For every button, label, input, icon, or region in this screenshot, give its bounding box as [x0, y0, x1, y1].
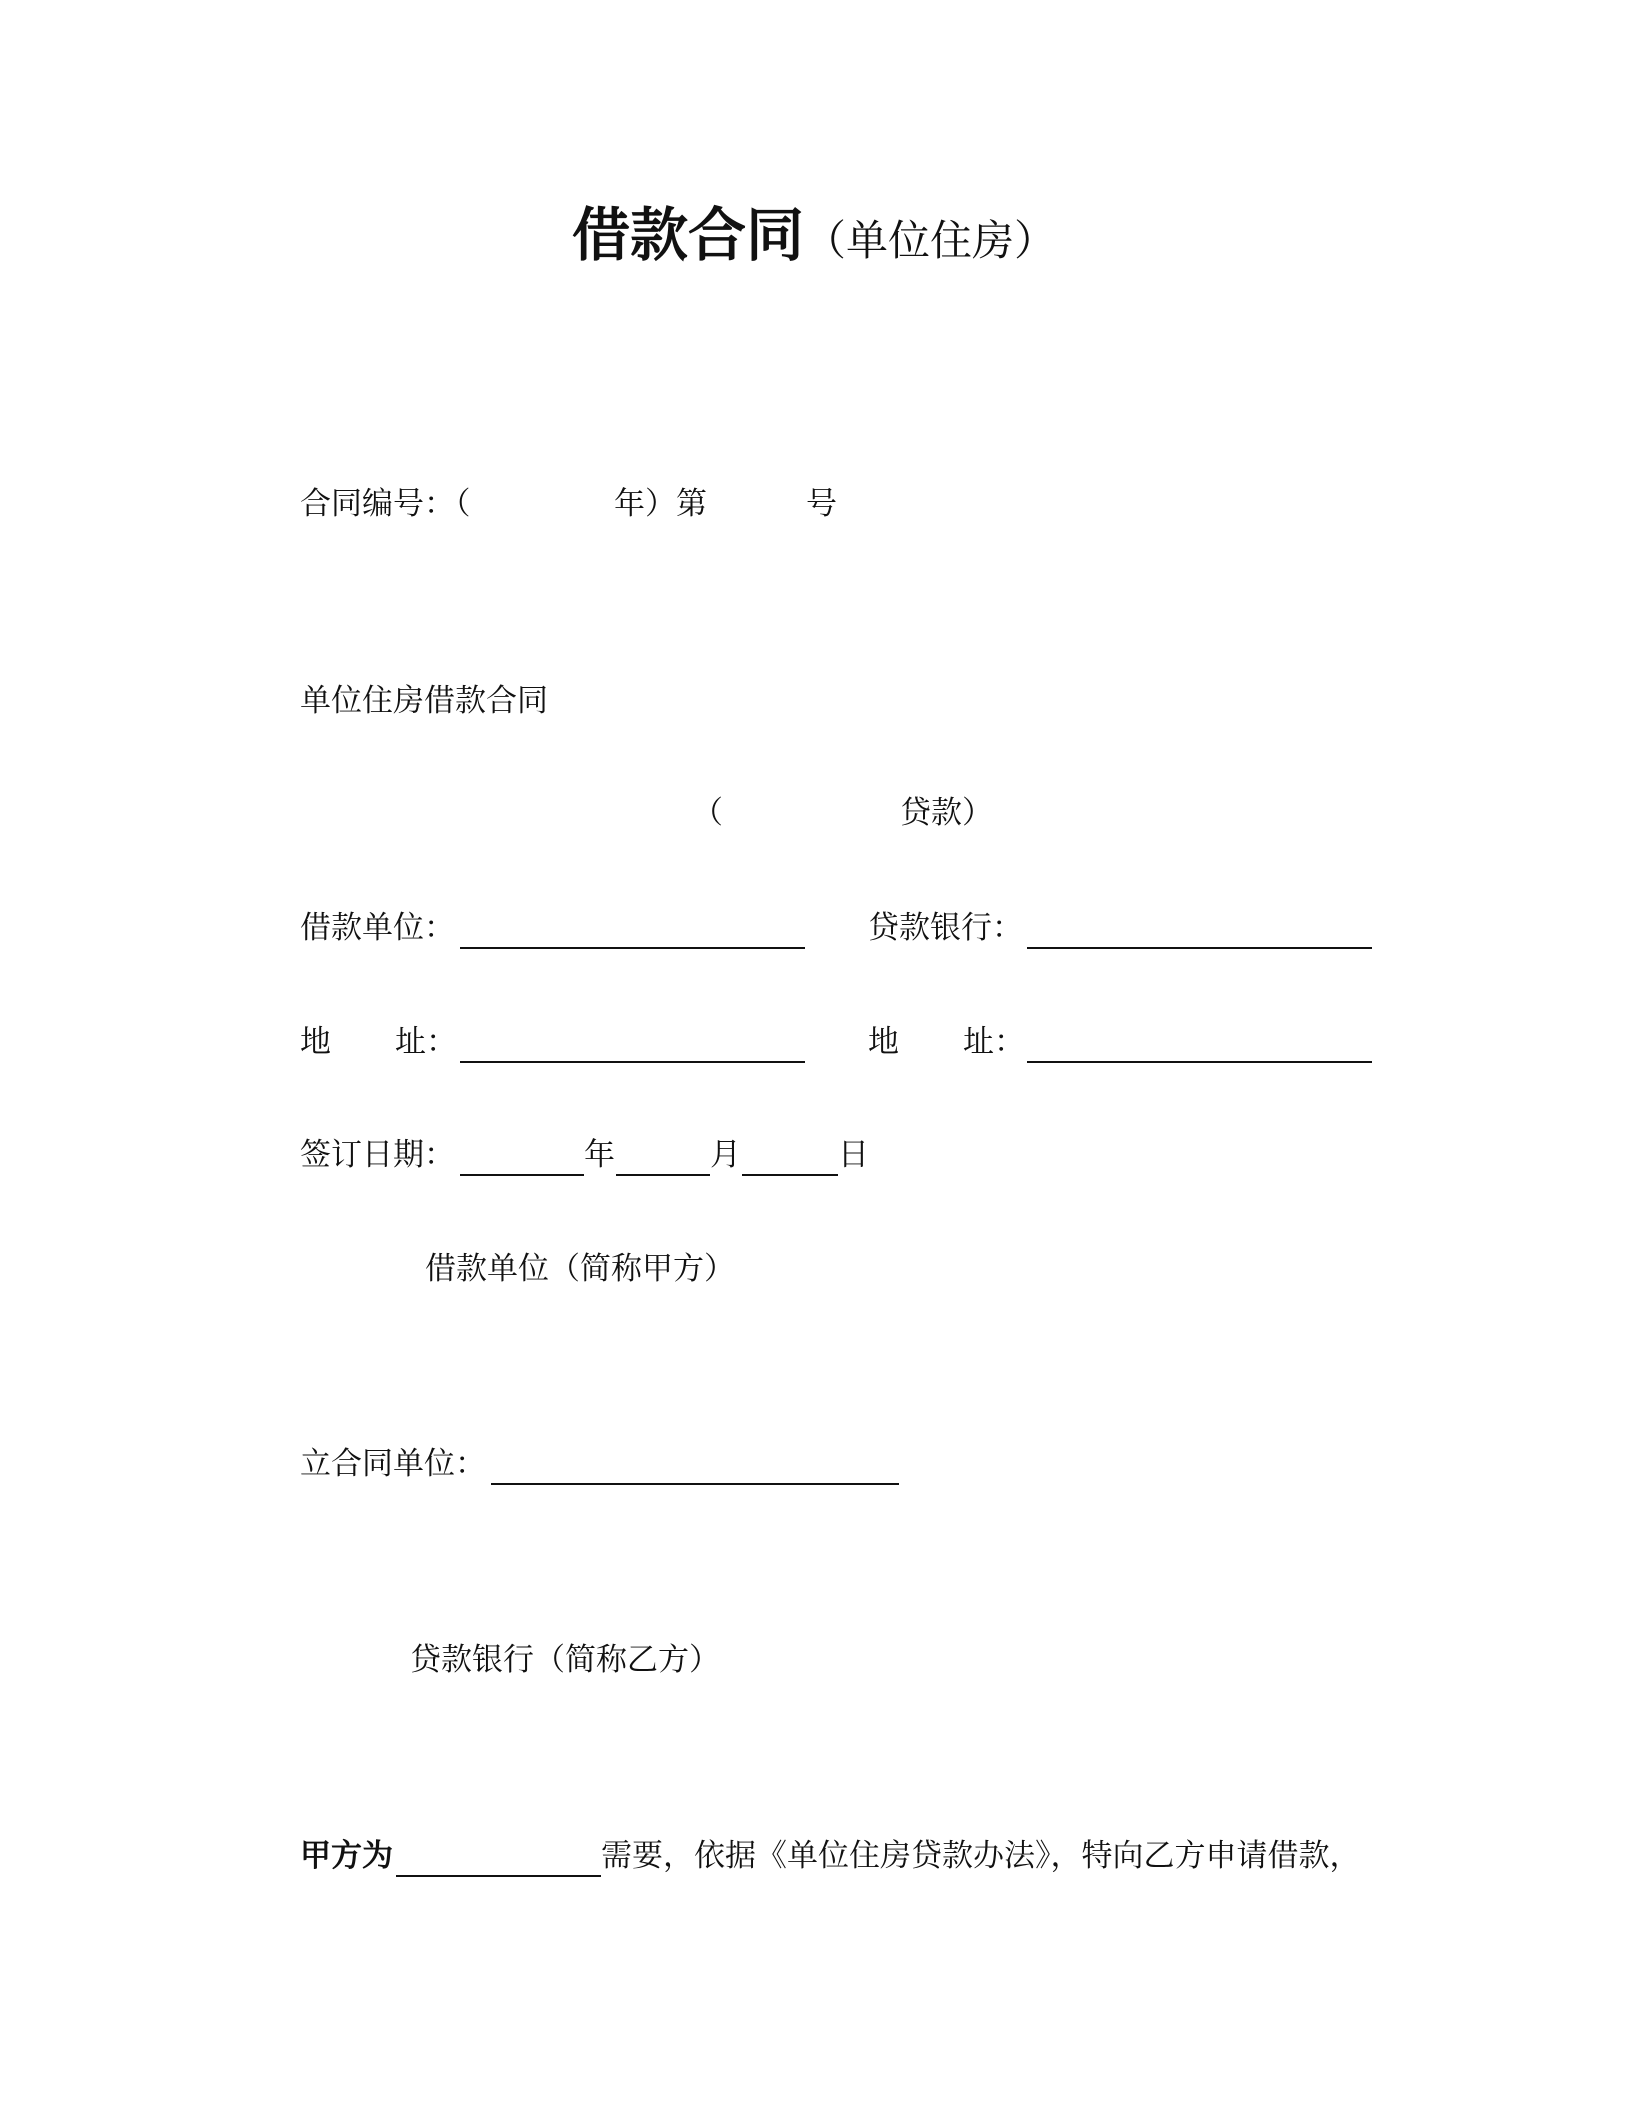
- document-title: [572, 200, 1056, 276]
- doc-heading: 单位住房借款合同: [300, 683, 548, 719]
- lender-address-label-right: 址：: [963, 1024, 1025, 1060]
- lender-bank-field[interactable]: [1027, 947, 1372, 949]
- borrower-address-field[interactable]: [460, 1061, 805, 1063]
- title-sub: （单位住房）: [804, 216, 1057, 265]
- contract-unit-label: 立合同单位：: [300, 1446, 486, 1482]
- sign-date-day: 日: [838, 1137, 869, 1173]
- loan-type-open: （: [692, 795, 723, 831]
- party-a-heading: 借款单位（简称甲方）: [425, 1251, 735, 1287]
- party-b-heading: 贷款银行（简称乙方）: [410, 1642, 720, 1678]
- borrower-unit-field[interactable]: [460, 947, 805, 949]
- sign-date-year-field[interactable]: [460, 1174, 584, 1176]
- lender-address-label-left: 地: [868, 1024, 899, 1060]
- body-text-suffix: 需要，依据《单位住房贷款办法》，特向乙方申请借款，: [601, 1838, 1361, 1874]
- sign-date-label: 签订日期：: [300, 1137, 455, 1173]
- lender-bank-label: 贷款银行：: [868, 910, 1023, 946]
- borrower-address-label-right: 址：: [395, 1024, 457, 1060]
- sign-date-day-field[interactable]: [742, 1174, 838, 1176]
- contract-number-label: 合同编号：（: [300, 486, 471, 522]
- sign-date-month-field[interactable]: [616, 1174, 710, 1176]
- loan-type-close: 贷款）: [900, 795, 993, 831]
- sign-date-month: 月: [710, 1137, 741, 1173]
- contract-unit-field[interactable]: [491, 1483, 899, 1485]
- title-main: 借款合同: [572, 201, 805, 269]
- lender-address-field[interactable]: [1027, 1061, 1372, 1063]
- body-text-prefix: 甲方为: [300, 1838, 393, 1874]
- borrower-address-label-left: 地: [300, 1024, 331, 1060]
- sign-date-year: 年: [584, 1137, 615, 1173]
- body-text-purpose-field[interactable]: [396, 1875, 601, 1877]
- contract-number-suffix: 号: [806, 486, 837, 522]
- borrower-unit-label: 借款单位：: [300, 910, 455, 946]
- contract-number-year-suffix: 年）第: [614, 486, 707, 522]
